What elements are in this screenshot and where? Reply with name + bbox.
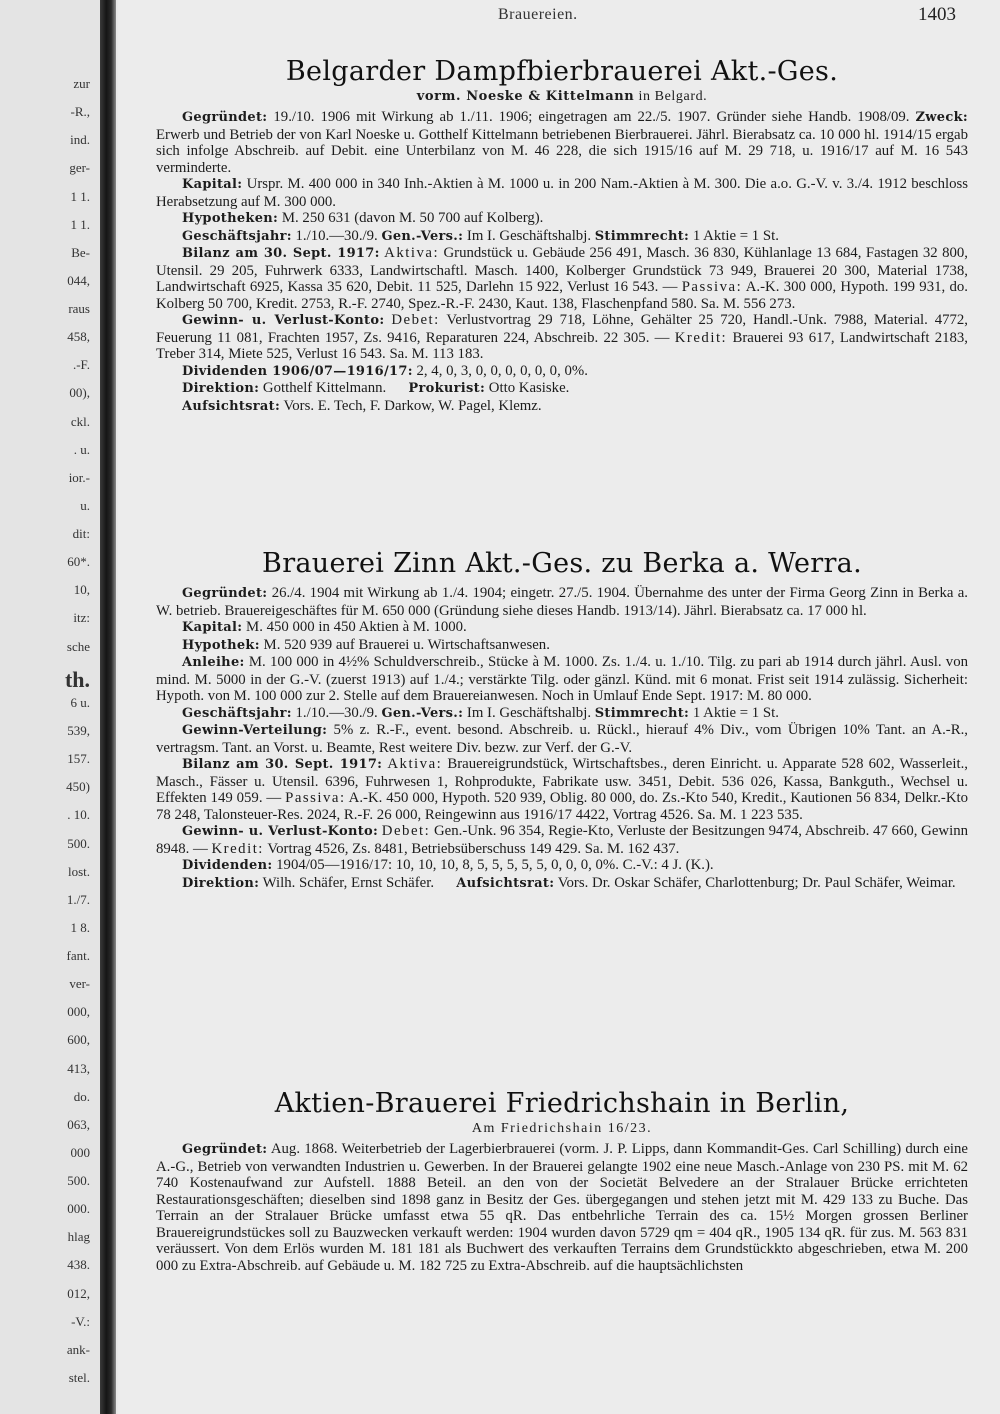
paragraph-dividenden <box>156 857 968 875</box>
left-margin-fragment: 012, <box>67 1286 90 1301</box>
running-head <box>118 4 968 28</box>
label-gewinn-verlust: Gewinn- u. Verlust-Konto: <box>182 313 385 328</box>
book-gutter <box>100 0 116 1414</box>
left-margin-fragment: 1./7. <box>66 892 90 907</box>
paragraph-direktion <box>156 380 968 398</box>
label-debet: Debet: <box>381 823 431 839</box>
label-aufsichtsrat: Aufsichtsrat: <box>182 398 281 414</box>
text-geschaeftsjahr: 1./10.—30./9. <box>295 704 378 721</box>
paragraph-bilanz <box>156 756 968 823</box>
left-margin-fragment: zur <box>73 76 90 91</box>
article-address: Am Friedrichshain 16/23. <box>471 1121 653 1136</box>
text-hypotheken: M. 250 631 (davon M. 50 700 auf Kolberg). <box>281 210 544 226</box>
text-passiva: A.-K. 450 000, Hypoth. 520 939, Oblig. 80 000, do. Zs.-Kto 540, Kredit., Kautionen 56 834, Delkr.-Kto 78 248, Talonsteuer-Res. 2024, R.-F. 26 000, Reingewinn aus 1916/17 4422, Vortrag 4526. Sa. M. 1 223 535. <box>156 790 969 823</box>
left-margin-fragment: 60*. <box>67 554 90 569</box>
left-margin-fragment: raus <box>68 301 90 316</box>
running-head-title: Brauereien. <box>498 6 578 23</box>
text-direktion: Gotthelf Kittelmann. <box>262 380 387 396</box>
left-margin-fragment: dit: <box>72 526 90 541</box>
label-stimmrecht: Stimmrecht: <box>594 228 690 244</box>
left-margin-fragment: Be- <box>71 245 90 260</box>
text-direktion: Wilh. Schäfer, Ernst Schäfer. <box>262 874 435 891</box>
text-passiva: A.-K. 300 000, Hypoth. 199 931, do. Kolberg 50 700, Kredit. 2753, R.-F. 2740, Spez.-R.-F. 2430, Kaut. 138, Flaschenpfand 580. Sa. M. 556 273. <box>156 279 968 312</box>
paragraph-kapital <box>156 176 968 210</box>
left-margin-fragment: 438. <box>67 1257 90 1272</box>
left-margin-fragment: 1 1. <box>70 189 90 204</box>
left-margin-fragment: 1 8. <box>70 920 90 935</box>
article-subtitle <box>156 89 968 105</box>
label-gewinn-verlust: Gewinn- u. Verlust-Konto: <box>182 824 379 839</box>
left-margin-fragment: 1 1. <box>70 217 90 232</box>
label-geschaeftsjahr: Geschäftsjahr: <box>182 228 292 244</box>
label-zweck: Zweck: <box>915 110 968 125</box>
label-gewinn-verteilung: Gewinn-Verteilung: <box>182 723 328 738</box>
left-margin-fragment: 00), <box>69 385 90 400</box>
label-kredit: Kredit: <box>211 840 264 857</box>
left-margin-fragment: -V.: <box>71 1314 90 1329</box>
article-body <box>156 585 968 892</box>
label-gen-vers: Gen.-Vers.: <box>381 705 464 721</box>
paragraph-founding <box>156 109 968 176</box>
article-title: Aktien-Brauerei Friedrichshain in Berlin, <box>274 1088 850 1119</box>
text-zweck: Erwerb und Betrieb der von Karl Noeske u. Gotthelf Kittelmann betriebenen Bierbrauerei. Jährl. Bierabsatz ca. 10 000 hl. 1914/15 ergab sich infolge Abschreib. auf Debit. eine Unterbilanz von M. 46 228, die sich 1915/16 auf M. 29 718, u. 1916/17 auf M. 16 543 verminderte. <box>156 126 968 176</box>
label-direktion: Direktion: <box>182 381 260 396</box>
label-hypothek: Hypothek: <box>182 637 260 653</box>
text-debet: Verlustvortrag 29 718, Löhne, Gehälter 25 720, Handl.-Unk. 7988, Material. 4772, Feuerung 11 081, Frachten 1957, Zs. 9416, Reparaturen 224, Abschreib. 22 305. — <box>156 312 968 346</box>
paragraph-geschaeftsjahr <box>156 228 968 246</box>
label-passiva: Passiva: <box>285 790 346 806</box>
paragraph-gewinn-verlust <box>156 823 968 857</box>
left-margin-fragment: 450) <box>66 779 90 794</box>
paragraph-hypothek <box>156 637 968 655</box>
label-gen-vers: Gen.-Vers.: <box>381 228 464 244</box>
label-prokurist: Prokurist: <box>408 381 486 396</box>
paragraph-kapital <box>156 619 968 637</box>
paragraph-hypotheken <box>156 210 968 228</box>
article-body <box>156 1141 968 1274</box>
label-geschaeftsjahr: Geschäftsjahr: <box>182 705 292 721</box>
left-margin-fragment: .-F. <box>72 357 90 372</box>
left-margin-fragment: 500. <box>67 836 90 851</box>
left-margin-fragment: fant. <box>66 948 90 963</box>
article-belgarder <box>156 56 968 415</box>
left-margin-fragment: itz: <box>73 610 90 625</box>
paragraph-aufsichtsrat <box>156 398 968 416</box>
text-gen-vers: Im I. Geschäftshalbj. <box>466 704 592 721</box>
left-margin-fragment: 063, <box>67 1117 90 1132</box>
article-title: Brauerei Zinn Akt.-Ges. zu Berka a. Werra. <box>262 548 862 579</box>
paragraph-direktion <box>156 875 968 893</box>
label-dividenden: Dividenden: <box>182 858 273 873</box>
paragraph-geschaeftsjahr <box>156 705 968 723</box>
left-margin-fragment: ckl. <box>70 414 90 429</box>
label-aktiva: Aktiva: <box>384 245 440 261</box>
text-hypothek: M. 520 939 auf Brauerei u. Wirtschaftsanwesen. <box>263 636 550 653</box>
text-dividenden: 2, 4, 0, 3, 0, 0, 0, 0, 0, 0, 0%. <box>416 362 588 379</box>
text-dividenden: 1904/05—1916/17: 10, 10, 10, 8, 5, 5, 5, 5, 5, 0, 0, 0, 0%. C.-V.: 4 J. (K.). <box>276 857 714 873</box>
text-gewinn-verteilung: 5% z. R.-F., event. besond. Abschreib. u. Rückl., hierauf 4% Div., vom Übrigen 10% Tant. an A.-R., vertragsm. Tant. an Vorst. u. Beamte, Rest weitere Div. bezw. zur Verf. der G.-V. <box>156 722 968 756</box>
label-bilanz: Bilanz am 30. Sept. 1917: <box>182 246 380 261</box>
text-kredit: Brauerei 93 617, Landwirtschaft 2183, Treber 314, Miete 525, Verlust 16 543. Sa. M. 113 183. <box>156 329 969 362</box>
text-stimmrecht: 1 Aktie = 1 St. <box>692 704 779 721</box>
text-gegruendet: 26./4. 1904 mit Wirkung ab 1./4. 1904; eingetr. 27./5. 1904. Übernahme des unter der Firma Georg Zinn in Berka a. W. betrieb. Brauereigeschäftes für M. 650 000 (Gründung siehe dieses Handb. 1913/14). Jährl. Bierabsatz ca. 17 000 hl. <box>156 585 968 619</box>
left-margin-fragment: 500. <box>67 1173 90 1188</box>
text-aktiva: Grundstück u. Gebäude 256 491, Masch. 36 830, Kühlanlage 13 684, Fastagen 32 800, Utensil. 29 205, Fuhrwerk 6333, Landwirtschaftl. Masch. 1400, Kolberger Grundstück 73 949, Brauerei 20 300, Material 1738, Landwirtschaft 6925, Kassa 35 620, Debit. 11 525, Darlehn 15 922, Verlust 16 543. — <box>156 245 968 295</box>
paragraph-dividenden <box>156 363 968 381</box>
left-margin-fragment: 458, <box>67 329 90 344</box>
label-kapital: Kapital: <box>182 620 243 635</box>
article-zinn-berka <box>156 548 968 892</box>
left-margin-fragment: -R., <box>70 104 90 119</box>
left-margin-fragment: 600, <box>67 1032 90 1047</box>
text-kapital: M. 450 000 in 450 Aktien à M. 1000. <box>246 619 467 635</box>
label-kapital: Kapital: <box>182 177 243 192</box>
paragraph-gewinn-verlust <box>156 312 968 363</box>
text-geschaeftsjahr: 1./10.—30./9. <box>295 227 378 244</box>
article-title: Belgarder Dampfbierbrauerei Akt.-Ges. <box>285 56 839 87</box>
left-margin-fragment: lost. <box>67 864 90 879</box>
label-aktiva: Aktiva: <box>387 756 443 772</box>
label-gegruendet: Gegründet: <box>182 1142 268 1157</box>
left-margin-fragment: ger- <box>69 160 90 175</box>
left-margin-fragment: 000 <box>70 1145 90 1160</box>
text-stimmrecht: 1 Aktie = 1 St. <box>692 227 779 244</box>
text-anleihe: M. 100 000 in 4½% Schuldverschreib., Stücke à M. 1000. Zs. 1./4. u. 1./10. Tilg. zu pari ab 1914 durch jährl. Ausl. von mind. M. 5000 in der G.-V. (zuerst 1913) auf 1./4.; verstärkte Tilg. oder gänzl. Künd. mit 6 monat. Frist seit 1914 zulässig. Sicherheit: Hypoth. von M. 100 000 zur 2. Stelle auf dem Brauereianwesen. Noch in Umlauf Ende Sept. 1917: M. 80 000. <box>156 654 968 704</box>
left-margin-fragment: 6 u. <box>70 695 90 710</box>
left-margin-fragment: 10, <box>73 582 90 597</box>
left-margin-fragment: 044, <box>67 273 90 288</box>
left-margin-fragment: 157. <box>67 751 90 766</box>
left-margin-fragment: ind. <box>70 132 90 147</box>
left-margin-fragment: 000, <box>67 1004 90 1019</box>
subtitle-former-name: vorm. Noeske & Kittelmann <box>416 89 635 104</box>
left-margin-fragment: . u. <box>73 442 90 457</box>
left-margin-fragment: u. <box>80 498 90 513</box>
left-page-margin-fragments <box>0 0 100 1414</box>
paragraph-anleihe <box>156 654 968 705</box>
document-page <box>118 0 1000 1414</box>
label-anleihe: Anleihe: <box>182 655 245 670</box>
left-margin-fragment: 413, <box>67 1061 90 1076</box>
text-gegruendet: Aug. 1868. Weiterbetrieb der Lagerbierbrauerei (vorm. J. P. Lipps, dann Kommandit-Ges. Carl Schilling) durch eine A.-G., Betrieb von verwandten Industrien u. Gewerben. In der Brauerei gelangte 1902 eine neue Masch.-Anlage von 230 PS. mit M. 62 740 Kostenaufwand zur Aufstell. 1888 Beteil. an den von der Societät Belvedere an der Stralauer Brücke errichteten Restaurationsgeschäften; dieselben sind 1898 ganz in Besitz der Ges. übergegangen und stehen jetzt mit M. 429 133 zu Buche. Das Terrain an der Stralauer Brücke umfasst etwa 55 qR. Das entbehrliche Terrain des ca. 15½ Morgen grossen Berliner Brauereigrundstückes soll zu Bauzwecken verkauft werden: 1904 wurden davon 5729 qm = 404 qR., 1905 134 qR. für zus. M. 563 831 veräussert. Von dem Erlös wurden M. 181 181 als Buchwert des verkauften Terrains dem Grundstückkto abgeschrieben, etwa M. 200 000 zu Extra-Abschreib. auf Gebäude u. M. 182 725 zu Extra-Abschreib. auf die hauptsächlichsten <box>156 1141 968 1274</box>
left-margin-fragment: ior.- <box>68 470 90 485</box>
label-dividenden: Dividenden 1906/07—1916/17: <box>182 363 413 379</box>
page-number: 1403 <box>918 4 956 25</box>
left-margin-fragment: th. <box>64 667 90 692</box>
text-aktiva: Brauereigrundstück, Wirtschaftsbes., deren Einricht. u. Apparate 528 602, Wasserleit., Masch., Fässer u. Utensil. 6396, Fuhrwesen 1, Rohprodukte, Fabrikate usw. 3451, Debit. 536 026, Kassa, Bankguth., Wechsel u. Effekten 149 059. — <box>156 756 968 806</box>
label-direktion: Direktion: <box>182 875 260 891</box>
left-margin-fragment: ver- <box>69 976 90 991</box>
label-aufsichtsrat: Aufsichtsrat: <box>456 875 555 891</box>
label-debet: Debet: <box>391 312 440 328</box>
label-bilanz: Bilanz am 30. Sept. 1917: <box>182 757 383 772</box>
label-passiva: Passiva: <box>681 279 743 295</box>
text-prokurist: Otto Kasiske. <box>488 380 570 396</box>
left-margin-fragment: do. <box>73 1089 90 1104</box>
text-gen-vers: Im I. Geschäftshalbj. <box>466 227 592 244</box>
label-stimmrecht: Stimmrecht: <box>594 705 690 721</box>
label-gegruendet: Gegründet: <box>182 110 268 125</box>
label-kredit: Kredit: <box>674 329 728 346</box>
paragraph-gewinn-verteilung <box>156 722 968 756</box>
text-kapital: Urspr. M. 400 000 in 340 Inh.-Aktien à M. 1000 u. in 200 Nam.-Aktien à M. 300. Die a.o. G.-V. v. 3./4. 1912 beschloss Herabsetzung auf M. 300 000. <box>156 176 968 210</box>
text-aufsichtsrat: Vors. Dr. Oskar Schäfer, Charlottenburg; Dr. Paul Schäfer, Weimar. <box>557 874 956 891</box>
left-margin-fragment: hlag <box>67 1229 90 1244</box>
left-margin-fragment: sche <box>66 639 90 654</box>
subtitle-location: in Belgard. <box>638 89 708 104</box>
label-hypotheken: Hypotheken: <box>182 211 279 226</box>
label-gegruendet: Gegründet: <box>182 586 268 601</box>
left-margin-fragment: stel. <box>68 1370 90 1385</box>
left-margin-fragment: 000. <box>67 1201 90 1216</box>
paragraph-bilanz <box>156 245 968 312</box>
text-kredit: Vortrag 4526, Zs. 8481, Betriebsüberschuss 149 429. Sa. M. 162 437. <box>267 840 680 857</box>
article-friedrichshain <box>156 1088 968 1274</box>
left-margin-fragment: ank- <box>66 1342 90 1357</box>
left-margin-fragment: 539, <box>67 723 90 738</box>
left-margin-fragment: . 10. <box>67 807 90 822</box>
article-body <box>156 109 968 415</box>
text-debet: Gen.-Unk. 96 354, Regie-Kto, Verluste der Besitzungen 9474, Abschreib. 47 660, Gewinn 8948. — <box>156 823 969 857</box>
paragraph-founding <box>156 1141 968 1274</box>
text-aufsichtsrat: Vors. E. Tech, F. Darkow, W. Pagel, Klemz. <box>283 397 542 414</box>
text-gegruendet: 19./10. 1906 mit Wirkung ab 1./11. 1906; eingetragen am 22./5. 1907. Gründer siehe Handb. 1908/09. <box>273 109 910 125</box>
paragraph-founding <box>156 585 968 619</box>
